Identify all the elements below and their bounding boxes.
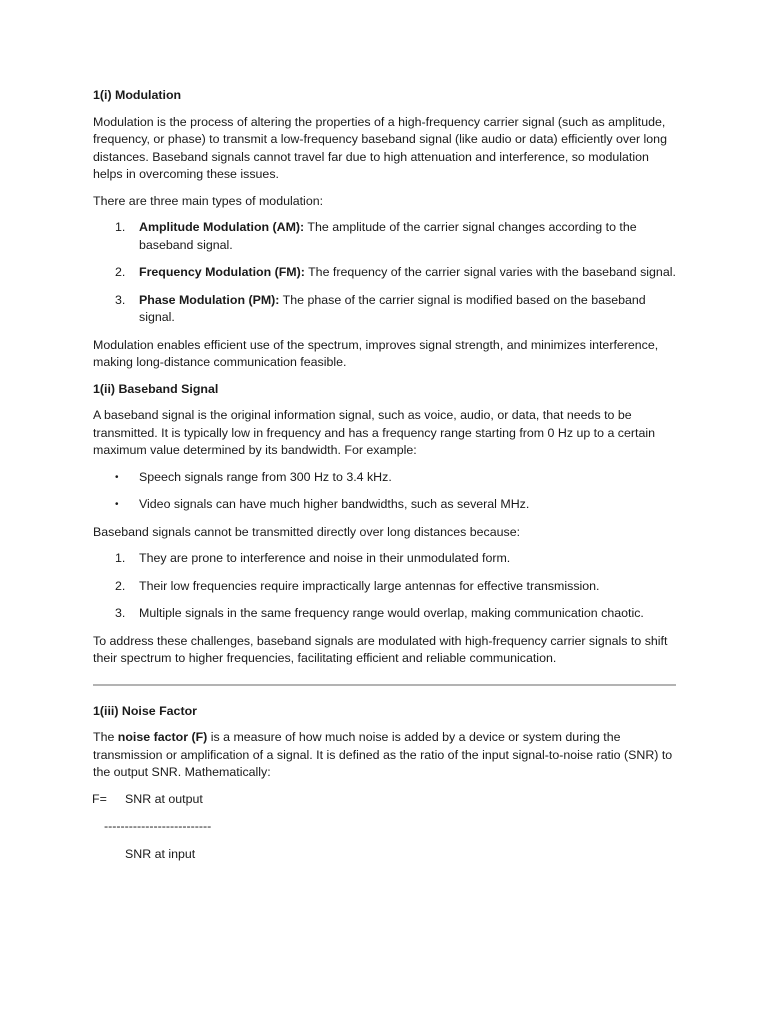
list-number: 1.	[115, 551, 126, 565]
baseband-summary: To address these challenges, baseband signals are modulated with high-frequency carrier signals to shift their spectrum to higher frequencies, facilitating efficient and reliable communication.	[93, 633, 668, 665]
term-am: Amplitude Modulation (AM):	[139, 220, 305, 234]
modulation-types-intro: There are three main types of modulation:	[93, 193, 324, 208]
list-item	[93, 550, 678, 568]
formula-lhs: F=	[92, 791, 107, 806]
list-number: 2.	[115, 578, 126, 593]
baseband-limitations-intro: Baseband signals cannot be transmitted directly over long distances because:	[93, 524, 521, 539]
bullet-icon: •	[115, 471, 119, 483]
formula-denominator: SNR at input	[125, 846, 196, 861]
reason-text: They are prone to interference and noise in their unmodulated form.	[139, 551, 511, 565]
list-number: 3.	[115, 606, 126, 620]
list-item	[93, 578, 678, 596]
list-item	[93, 469, 678, 487]
formula-numerator: SNR at output	[125, 791, 203, 806]
intro-prefix: The	[93, 730, 118, 744]
noise-factor-formula	[93, 791, 678, 869]
term-description: The phase of the carrier signal is modified based on the baseband signal.	[139, 292, 646, 324]
heading-modulation: 1(i) Modulation	[93, 88, 182, 102]
baseband-definition: A baseband signal is the original information signal, such as voice, audio, or data, that needs to be transmitted. It is typically low in frequency and has a frequency range starting from 0 Hz up to a certain maximum value determined by its bandwidth. For example:	[93, 408, 655, 457]
intro-rest: is a measure of how much noise is added by a device or system during the transmission or amplification of a signal. It is defined as the ratio of the input signal-to-noise ratio (SNR) to the output SNR. Mathematically:	[93, 730, 673, 779]
baseband-examples-list	[93, 469, 678, 514]
list-item	[93, 496, 678, 514]
reason-text: Their low frequencies require impractically large antennas for effective transmission.	[139, 578, 600, 593]
list-item	[93, 292, 678, 327]
term-pm: Phase Modulation (PM):	[139, 292, 280, 307]
list-item	[93, 605, 678, 623]
baseband-reasons-list	[93, 550, 678, 623]
heading-baseband-signal: 1(ii) Baseband Signal	[93, 381, 219, 396]
term-description: The frequency of the carrier signal varies with the baseband signal.	[304, 265, 676, 279]
term-description: The amplitude of the carrier signal changes according to the baseband signal.	[139, 220, 637, 252]
horizontal-divider	[93, 684, 676, 686]
modulation-definition: Modulation is the process of altering the properties of a high-frequency carrier signal (such as amplitude, frequency, or phase) to transmit a low-frequency baseband signal (like audio or data) efficiently over long distances. Baseband signals cannot travel far due to high attenuation and interference, so modulation helps in overcoming these issues.	[93, 114, 667, 181]
document-content	[93, 87, 678, 869]
noise-factor-definition	[93, 729, 678, 782]
bullet-icon: •	[115, 499, 119, 510]
list-number: 1.	[115, 220, 126, 234]
heading-noise-factor: 1(iii) Noise Factor	[93, 703, 197, 718]
list-item	[93, 219, 678, 254]
reason-text: Multiple signals in the same frequency range would overlap, making communication chaotic.	[139, 606, 644, 620]
modulation-types-list	[93, 219, 678, 327]
example-text: Video signals can have much higher bandwidths, such as several MHz.	[139, 497, 530, 511]
list-number: 3.	[115, 292, 126, 307]
list-item	[93, 264, 678, 282]
term-noise-factor: noise factor (F)	[117, 730, 208, 744]
term-fm: Frequency Modulation (FM):	[139, 265, 305, 279]
formula-divider: --------------------------	[104, 818, 212, 833]
example-text: Speech signals range from 300 Hz to 3.4 kHz.	[139, 469, 392, 484]
modulation-summary: Modulation enables efficient use of the spectrum, improves signal strength, and minimizes interference, making long-distance communication feasible.	[93, 337, 659, 369]
list-number: 2.	[115, 265, 126, 279]
